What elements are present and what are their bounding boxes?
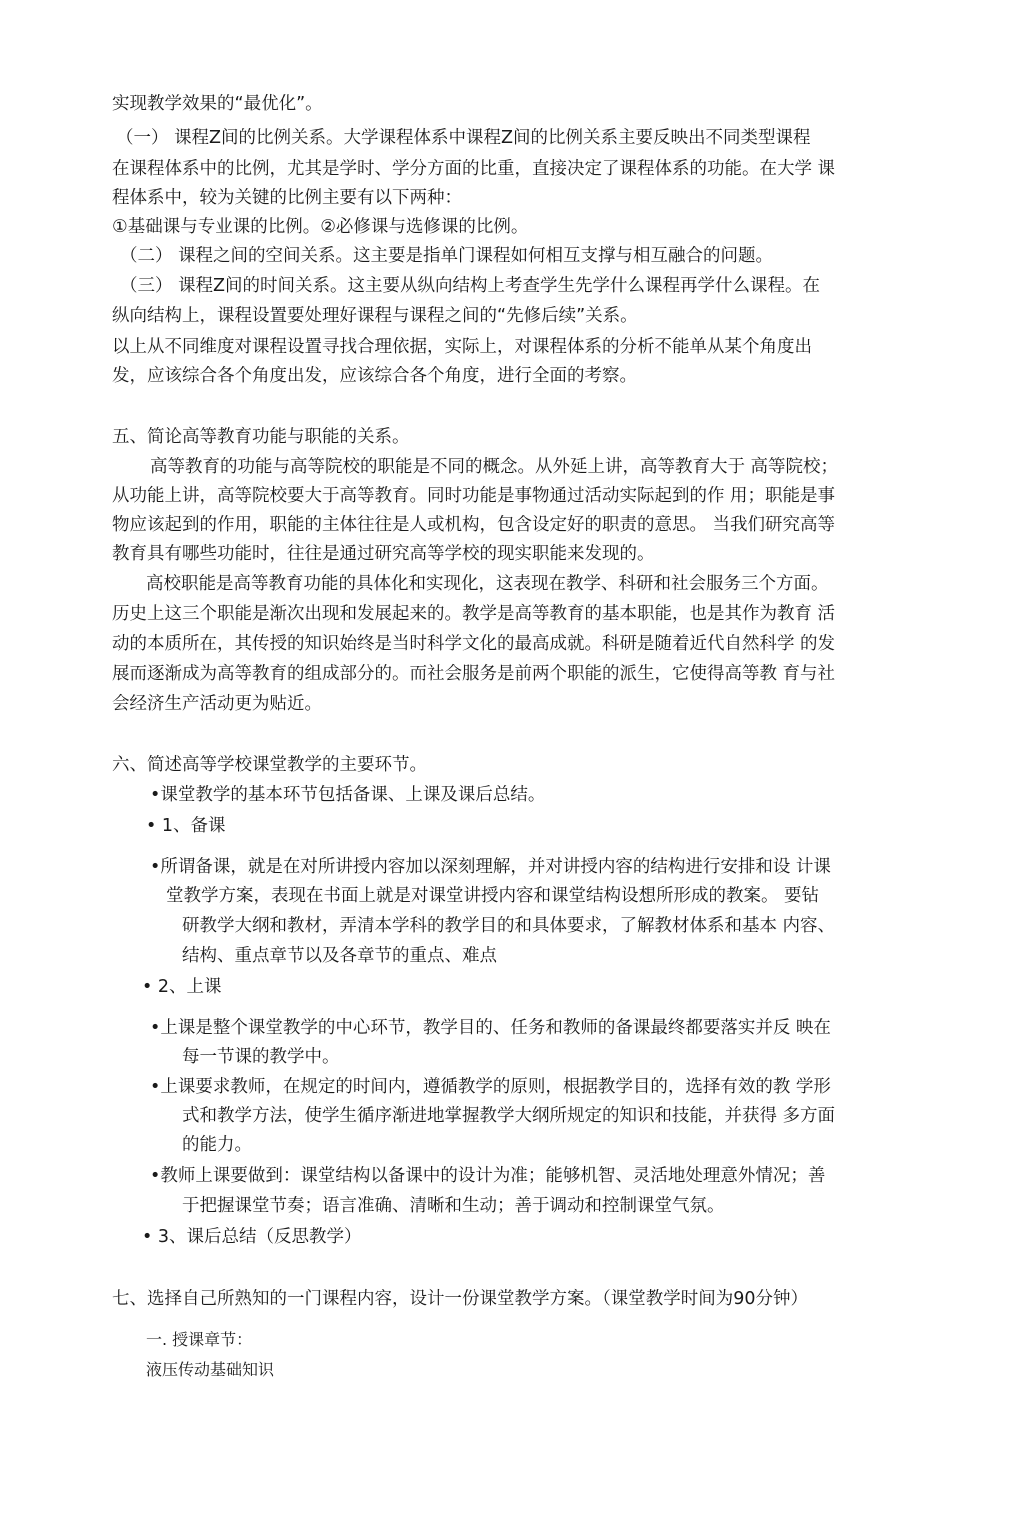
text-line: （三） 课程Z间的时间关系。这主要从纵向结构上考查学生先学什么课程再学什么课程。在 [120,276,821,296]
text-line: 于把握课堂节奏；语言准确、清晰和生动；善于调动和控制课堂气氛。 [182,1196,725,1216]
text-line: 物应该起到的作用，职能的主体往往是人或机构，包含设定好的职责的意思。 当我们研究高等 [112,515,836,535]
subheading: 一. 授课章节： [146,1330,253,1349]
text-line: 展而逐渐成为高等教育的组成部分的。而社会服务是前两个职能的派生，它使得高等教 育与社 [112,664,836,684]
bullet-line: •课堂教学的基本环节包括备课、上课及课后总结。 [150,785,546,805]
section-heading: 七、选择自己所熟知的一门课程内容，设计一份课堂教学方案。（课堂教学时间为90分钟） [112,1289,809,1309]
bullet-line: •上课是整个课堂教学的中心环节，教学目的、任务和教师的备课最终都要落实并反 映在 [150,1018,831,1038]
text-line: 式和教学方法，使学生循序渐进地掌握教学大纲所规定的知识和技能，并获得 多方面 [182,1106,836,1126]
text-line: 程体系中，较为关键的比例主要有以下两种： [112,188,462,208]
text-line: 的能力。 [182,1135,252,1155]
text-line: （二） 课程之间的空间关系。这主要是指单门课程如何相互支撑与相互融合的问题。 [120,246,774,266]
text-line: 以上从不同维度对课程设置寻找合理依据，实际上，对课程体系的分析不能单从某个角度出 [112,337,812,357]
text-line: 结构、重点章节以及各章节的重点、难点 [182,946,497,966]
bullet-line: • 3、课后总结（反思教学） [142,1227,362,1247]
text-line: 每一节课的教学中。 [182,1047,340,1067]
text-line: 研教学大纲和教材，弄清本学科的教学目的和具体要求，了解教材体系和基本 内容、 [182,916,836,936]
section-heading: 五、简论高等教育功能与职能的关系。 [112,427,410,447]
text-line: 教育具有哪些功能时，往往是通过研究高等学校的现实职能来发现的。 [112,544,655,564]
text-line: 发，应该综合各个角度出发，应该综合各个角度，进行全面的考察。 [112,366,637,386]
bullet-line: •教师上课要做到：课堂结构以备课中的设计为准；能够机智、灵活地处理意外情况；善 [150,1166,826,1186]
bullet-line: • 1、备课 [146,816,226,836]
text-line: 液压传动基础知识 [146,1360,275,1379]
section-heading: 六、简述高等学校课堂教学的主要环节。 [112,755,427,775]
text-line: ①基础课与专业课的比例。②必修课与选修课的比例。 [112,217,529,237]
text-line: 高等教育的功能与高等院校的职能是不同的概念。从外延上讲，高等教育大于 高等院校； [150,457,839,477]
text-line: 实现教学效果的“最优化”。 [112,94,323,114]
text-line: 会经济生产活动更为贴近。 [112,694,322,714]
bullet-line: •上课要求教师，在规定的时间内，遵循教学的原则，根据教学目的，选择有效的教 学形 [150,1077,831,1097]
text-line: 在课程体系中的比例，尤其是学时、学分方面的比重，直接决定了课程体系的功能。在大学 课 [112,159,836,179]
text-line: 从功能上讲，高等院校要大于高等教育。同时功能是事物通过活动实际起到的作 用；职能是事 [112,486,836,506]
text-line: 动的本质所在，其传授的知识始终是当时科学文化的最高成就。科研是随着近代自然科学 的发 [112,634,836,654]
text-line: 高校职能是高等教育功能的具体化和实现化，这表现在教学、科研和社会服务三个方面。 [146,574,829,594]
text-line: 历史上这三个职能是渐次出现和发展起来的。教学是高等教育的基本职能，也是其作为教育 活 [112,604,836,624]
bullet-line: • 2、上课 [142,977,222,997]
text-line: （一） 课程Z间的比例关系。大学课程体系中课程Z间的比例关系主要反映出不同类型课程 [116,128,811,148]
text-line: 堂教学方案，表现在书面上就是对课堂讲授内容和课堂结构设想所形成的教案。 要钻 [166,886,820,906]
bullet-line: •所谓备课，就是在对所讲授内容加以深刻理解，并对讲授内容的结构进行安排和设 计课 [150,857,831,877]
text-line: 纵向结构上，课程设置要处理好课程与课程之间的“先修后续”关系。 [112,306,638,326]
